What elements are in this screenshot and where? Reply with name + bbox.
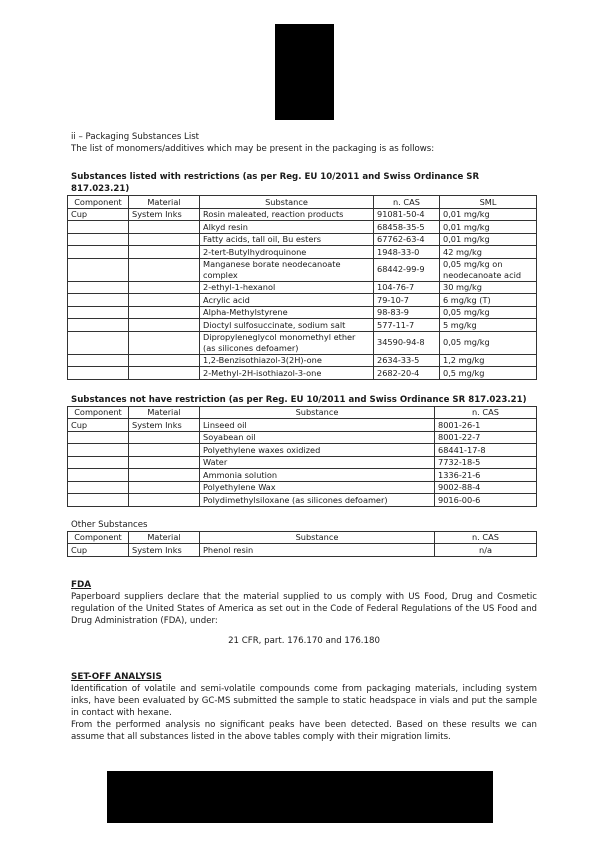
table-row xyxy=(68,258,537,281)
cell-material xyxy=(129,469,200,482)
table-header-row xyxy=(68,406,537,419)
restricted-substances-table xyxy=(67,195,537,380)
cell-material xyxy=(129,258,200,281)
cell-material xyxy=(129,233,200,246)
setoff-heading: SET-OFF ANALYSIS xyxy=(71,671,162,682)
cell-cas: 2682-20-4 xyxy=(374,367,440,380)
cell-substance: Polydimethylsiloxane (as silicones defoamer) xyxy=(200,494,435,507)
cell-cas: 9002-88-4 xyxy=(435,481,537,494)
redaction-block-top xyxy=(275,24,334,120)
cell-material xyxy=(129,456,200,469)
cell-cas: 91081-50-4 xyxy=(374,208,440,221)
cell-component: Cup xyxy=(68,208,129,221)
table-row xyxy=(68,331,537,354)
cell-substance: 2-tert-Butylhydroquinone xyxy=(200,246,374,259)
header-material: Material xyxy=(129,406,200,419)
cell-component xyxy=(68,258,129,281)
cell-component xyxy=(68,354,129,367)
table-row xyxy=(68,444,537,457)
document-body xyxy=(71,131,537,743)
cell-substance: Alkyd resin xyxy=(200,221,374,234)
cell-substance: Ammonia solution xyxy=(200,469,435,482)
cell-material xyxy=(129,354,200,367)
table-row xyxy=(68,306,537,319)
cell-sml: 5 mg/kg xyxy=(440,319,537,332)
cell-component xyxy=(68,233,129,246)
cell-material xyxy=(129,306,200,319)
table-row xyxy=(68,294,537,307)
cell-component xyxy=(68,469,129,482)
cell-cas: 577-11-7 xyxy=(374,319,440,332)
header-material: Material xyxy=(129,196,200,209)
header-substance: Substance xyxy=(200,531,435,544)
cell-cas: 7732-18-5 xyxy=(435,456,537,469)
unrestricted-substances-table xyxy=(67,406,537,507)
cell-material xyxy=(129,481,200,494)
setoff-paragraph-1: Identification of volatile and semi-volatile compounds come from packaging materials, including system inks, have been evaluated by GC-MS submitted the sample to static headspace in vials and put the sample in contact with hexane. xyxy=(71,683,537,718)
table-row xyxy=(68,233,537,246)
restricted-table-title: Substances listed with restrictions (as per Reg. EU 10/2011 and Swiss Ordinance SR 817.023.21) xyxy=(71,172,480,194)
cell-material: System Inks xyxy=(129,544,200,557)
cell-component xyxy=(68,367,129,380)
cell-material xyxy=(129,331,200,354)
cell-component xyxy=(68,294,129,307)
cell-sml: 0,05 mg/kg on neodecanoate acid xyxy=(440,258,537,281)
cell-substance: Acrylic acid xyxy=(200,294,374,307)
cell-cas: n/a xyxy=(435,544,537,557)
table-row xyxy=(68,456,537,469)
header-cas: n. CAS xyxy=(435,406,537,419)
table-row xyxy=(68,208,537,221)
header-substance: Substance xyxy=(200,196,374,209)
cell-material xyxy=(129,367,200,380)
table-row xyxy=(68,246,537,259)
header-cas: n. CAS xyxy=(435,531,537,544)
header-component: Component xyxy=(68,531,129,544)
table-row xyxy=(68,481,537,494)
unrestricted-table-title: Substances not have restriction (as per Reg. EU 10/2011 and Swiss Ordinance SR 817.023.21) xyxy=(71,394,527,405)
cell-component xyxy=(68,221,129,234)
cell-substance: Dioctyl sulfosuccinate, sodium salt xyxy=(200,319,374,332)
cell-sml: 0,5 mg/kg xyxy=(440,367,537,380)
cell-substance: Water xyxy=(200,456,435,469)
cell-cas: 9016-00-6 xyxy=(435,494,537,507)
cell-substance: Linseed oil xyxy=(200,419,435,432)
cell-component: Cup xyxy=(68,544,129,557)
cell-substance: Manganese borate neodecanoate complex xyxy=(200,258,374,281)
cell-component xyxy=(68,246,129,259)
redaction-block-bottom xyxy=(107,771,493,823)
cell-material: System Inks xyxy=(129,208,200,221)
cell-substance: Polyethylene waxes oxidized xyxy=(200,444,435,457)
header-sml: SML xyxy=(440,196,537,209)
cell-sml: 0,01 mg/kg xyxy=(440,233,537,246)
cell-component: Cup xyxy=(68,419,129,432)
cell-material xyxy=(129,431,200,444)
table-row xyxy=(68,221,537,234)
cell-cas: 8001-22-7 xyxy=(435,431,537,444)
cell-material xyxy=(129,494,200,507)
header-component: Component xyxy=(68,196,129,209)
table-row xyxy=(68,494,537,507)
cell-substance: Alpha-Methylstyrene xyxy=(200,306,374,319)
cell-sml: 0,05 mg/kg xyxy=(440,331,537,354)
cell-material xyxy=(129,444,200,457)
setoff-paragraph-2: From the performed analysis no significant peaks have been detected. Based on these results we can assume that all substances listed in the above tables comply with their migration limits. xyxy=(71,719,537,742)
intro-section xyxy=(71,131,537,155)
cell-substance: Dipropyleneglycol monomethyl ether (as silicones defoamer) xyxy=(200,331,374,354)
cell-substance: 1,2-Benzisothiazol-3(2H)-one xyxy=(200,354,374,367)
cell-cas: 67762-63-4 xyxy=(374,233,440,246)
cell-cas: 1336-21-6 xyxy=(435,469,537,482)
table-row xyxy=(68,319,537,332)
cell-component xyxy=(68,456,129,469)
cell-cas: 1948-33-0 xyxy=(374,246,440,259)
table-row xyxy=(68,469,537,482)
cell-sml: 42 mg/kg xyxy=(440,246,537,259)
header-component: Component xyxy=(68,406,129,419)
cell-component xyxy=(68,481,129,494)
cell-cas: 98-83-9 xyxy=(374,306,440,319)
cell-material xyxy=(129,221,200,234)
cell-material xyxy=(129,246,200,259)
cell-component xyxy=(68,494,129,507)
cell-sml: 30 mg/kg xyxy=(440,281,537,294)
intro-text: The list of monomers/additives which may be present in the packaging is as follows: xyxy=(71,144,435,154)
table-row xyxy=(68,354,537,367)
table-row xyxy=(68,431,537,444)
cell-cas: 68441-17-8 xyxy=(435,444,537,457)
table-header-row xyxy=(68,196,537,209)
cell-substance: 2-Methyl-2H-isothiazol-3-one xyxy=(200,367,374,380)
cell-cas: 34590-94-8 xyxy=(374,331,440,354)
table-row xyxy=(68,419,537,432)
cell-component xyxy=(68,319,129,332)
cell-component xyxy=(68,331,129,354)
cell-sml: 0,01 mg/kg xyxy=(440,221,537,234)
cell-cas: 2634-33-5 xyxy=(374,354,440,367)
cell-substance: Rosin maleated, reaction products xyxy=(200,208,374,221)
cell-component xyxy=(68,431,129,444)
cell-sml: 1,2 mg/kg xyxy=(440,354,537,367)
cell-component xyxy=(68,281,129,294)
other-substances-table xyxy=(67,531,537,557)
cell-cas: 68442-99-9 xyxy=(374,258,440,281)
table-row xyxy=(68,367,537,380)
cell-component xyxy=(68,444,129,457)
cell-material xyxy=(129,319,200,332)
cell-material: System Inks xyxy=(129,419,200,432)
cell-substance: Fatty acids, tall oil, Bu esters xyxy=(200,233,374,246)
cell-substance: Polyethylene Wax xyxy=(200,481,435,494)
fda-heading: FDA xyxy=(71,579,92,590)
cell-sml: 6 mg/kg (T) xyxy=(440,294,537,307)
cell-sml: 0,01 mg/kg xyxy=(440,208,537,221)
cell-cas: 79-10-7 xyxy=(374,294,440,307)
cell-cas: 104-76-7 xyxy=(374,281,440,294)
cell-material xyxy=(129,281,200,294)
header-cas: n. CAS xyxy=(374,196,440,209)
cell-substance: Phenol resin xyxy=(200,544,435,557)
cell-cas: 68458-35-5 xyxy=(374,221,440,234)
cell-substance: Soyabean oil xyxy=(200,431,435,444)
cell-substance: 2-ethyl-1-hexanol xyxy=(200,281,374,294)
cell-cas: 8001-26-1 xyxy=(435,419,537,432)
table-row xyxy=(68,544,537,557)
header-substance: Substance xyxy=(200,406,435,419)
table-row xyxy=(68,281,537,294)
section-heading: ii – Packaging Substances List xyxy=(71,132,200,142)
cell-material xyxy=(129,294,200,307)
table-header-row xyxy=(68,531,537,544)
cell-sml: 0,05 mg/kg xyxy=(440,306,537,319)
cfr-reference: 21 CFR, part. 176.170 and 176.180 xyxy=(228,635,380,646)
fda-paragraph: Paperboard suppliers declare that the material supplied to us comply with US Food, Drug and Cosmetic regulation of the United States of America as set out in the Code of Federal Regulations of the US Food and Drug Administration (FDA), under: xyxy=(71,591,537,626)
other-table-title: Other Substances xyxy=(71,519,148,530)
cell-component xyxy=(68,306,129,319)
header-material: Material xyxy=(129,531,200,544)
